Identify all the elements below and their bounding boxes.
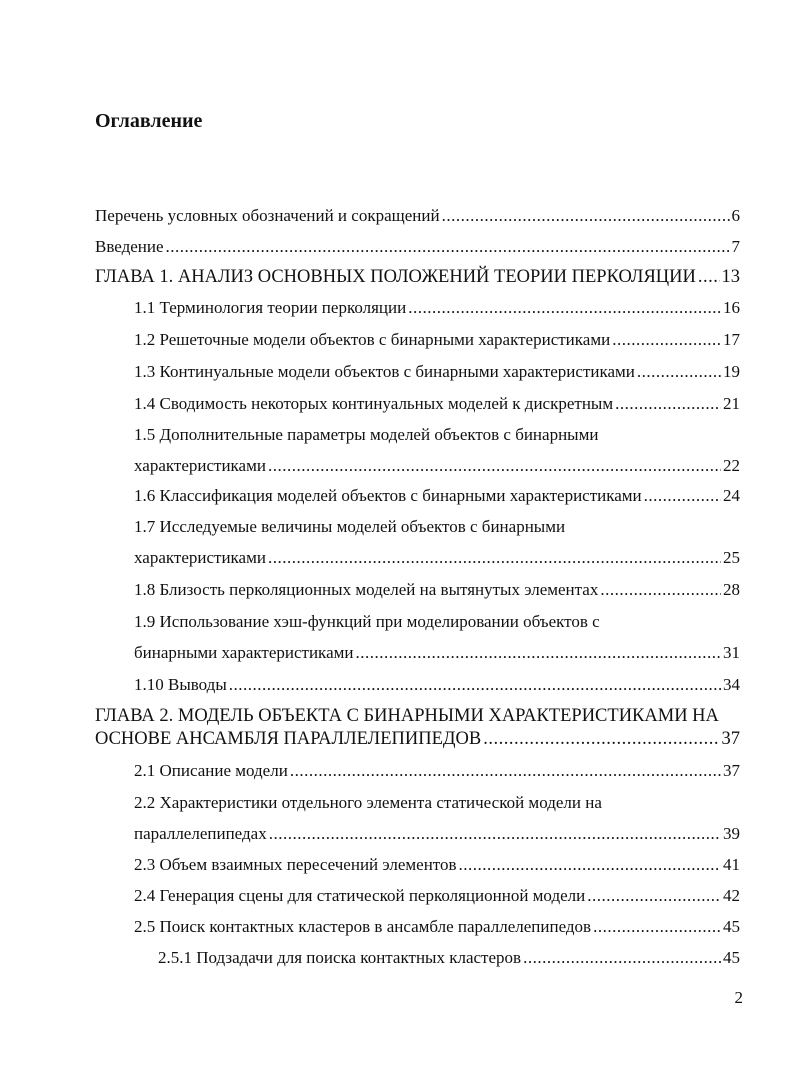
- toc-page-number: 39: [723, 824, 740, 843]
- dot-leader: [268, 456, 721, 476]
- toc-page-number: 13: [721, 267, 740, 287]
- toc-entry-1-3[interactable]: [134, 362, 740, 382]
- toc-entry-title-line-1: 1.9 Использование хэш-функций при моделировании объектов с: [134, 612, 600, 631]
- dot-leader: [408, 298, 721, 318]
- toc-page-number: 34: [723, 675, 740, 694]
- toc-entry-2-2[interactable]: [134, 793, 740, 844]
- dot-leader: [593, 917, 721, 937]
- toc-page-number: 19: [723, 362, 740, 381]
- toc-page-number: 17: [723, 330, 740, 349]
- toc-entry-title-line-1: 1.7 Исследуемые величины моделей объектов с бинарными: [134, 517, 566, 536]
- page-title: Оглавление: [95, 110, 203, 132]
- toc-entry-chapter-1[interactable]: [95, 266, 740, 288]
- toc-entry-1-5[interactable]: [134, 425, 740, 476]
- dot-leader: [615, 394, 721, 414]
- toc-entry-title-line-1: 2.2 Характеристики отдельного элемента статической модели на: [134, 793, 602, 812]
- toc-entry-1-1[interactable]: [134, 298, 740, 318]
- toc-entry-title: 1.3 Континуальные модели объектов с бинарными характеристиками: [134, 362, 635, 381]
- toc-entry-1-8[interactable]: [134, 580, 740, 600]
- toc-page-number: 22: [723, 456, 740, 475]
- toc-entry-title: 2.4 Генерация сцены для статической перколяционной модели: [134, 886, 586, 905]
- toc-entry-title: 1.4 Сводимость некоторых континуальных моделей к дискретным: [134, 394, 614, 413]
- toc-page-number: 21: [723, 394, 740, 413]
- toc-entry-1-2[interactable]: [134, 330, 740, 350]
- dot-leader: [637, 362, 721, 382]
- toc-page-number: 37: [721, 729, 740, 749]
- dot-leader: [612, 330, 721, 350]
- toc-page-number: 6: [731, 206, 740, 225]
- toc-entry-title-line-2: параллелепипедах: [134, 824, 267, 843]
- toc-page-number: 31: [723, 643, 740, 662]
- dot-leader: [442, 206, 730, 226]
- toc-entry-1-6[interactable]: [134, 486, 740, 506]
- dot-leader: [600, 580, 721, 600]
- toc-entry-2-5-1[interactable]: [158, 948, 740, 968]
- toc-page-number: 7: [731, 237, 740, 256]
- toc-entry-title-line-2: ОСНОВЕ АНСАМБЛЯ ПАРАЛЛЕЛЕПИПЕДОВ: [95, 729, 482, 749]
- toc-entry-title: 2.5 Поиск контактных кластеров в ансамбле параллелепипедов: [134, 917, 592, 936]
- toc-entry-2-5[interactable]: [134, 917, 740, 937]
- dot-leader: [587, 886, 721, 906]
- dot-leader: [355, 643, 721, 663]
- toc-entry-title: 2.1 Описание модели: [134, 761, 288, 780]
- toc-entry-title: 2.3 Объем взаимных пересечений элементов: [134, 855, 457, 874]
- dot-leader: [523, 948, 721, 968]
- toc-entry-title-line-1: ГЛАВА 2. МОДЕЛЬ ОБЪЕКТА С БИНАРНЫМИ ХАРАКТЕРИСТИКАМИ НА: [95, 706, 719, 726]
- toc-entry-title: 2.5.1 Подзадачи для поиска контактных кластеров: [158, 948, 522, 967]
- dot-leader: [644, 486, 721, 506]
- toc-entry-1-4[interactable]: [134, 394, 740, 414]
- toc-entry-2-4[interactable]: [134, 886, 740, 906]
- toc-entry-abbreviations[interactable]: [95, 206, 740, 226]
- toc-entry-title-line-1: 1.5 Дополнительные параметры моделей объектов с бинарными: [134, 425, 599, 444]
- dot-leader: [483, 728, 719, 750]
- toc-entry-title: 1.6 Классификация моделей объектов с бинарными характеристиками: [134, 486, 642, 505]
- page-number: 2: [734, 988, 743, 1007]
- toc-entry-2-3[interactable]: [134, 855, 740, 875]
- toc-entry-1-9[interactable]: [134, 612, 740, 663]
- dot-leader: [459, 855, 721, 875]
- toc-entry-title: 1.1 Терминология теории перколяции: [134, 298, 407, 317]
- dot-leader: [268, 548, 721, 568]
- toc-entry-1-7[interactable]: [134, 517, 740, 568]
- toc-page-number: 42: [723, 886, 740, 905]
- toc-entry-introduction[interactable]: [95, 237, 740, 257]
- dot-leader: [166, 237, 730, 257]
- dot-leader: [229, 675, 721, 695]
- toc-entry-2-1[interactable]: [134, 761, 740, 781]
- toc-entry-title-line-2: характеристиками: [134, 456, 266, 475]
- toc-entry-title: 1.8 Близость перколяционных моделей на вытянутых элементах: [134, 580, 599, 599]
- toc-page-number: 45: [723, 948, 740, 967]
- toc-page-number: 41: [723, 855, 740, 874]
- toc-entry-1-10[interactable]: [134, 675, 740, 695]
- dot-leader: [290, 761, 721, 781]
- toc-entry-title-line-2: бинарными характеристиками: [134, 643, 354, 662]
- toc-page-number: 25: [723, 548, 740, 567]
- toc-entry-title: Введение: [95, 237, 164, 256]
- toc-entry-title: 1.2 Решеточные модели объектов с бинарными характеристиками: [134, 330, 611, 349]
- toc-entry-title: ГЛАВА 1. АНАЛИЗ ОСНОВНЫХ ПОЛОЖЕНИЙ ТЕОРИИ ПЕРКОЛЯЦИИ: [95, 267, 696, 287]
- toc-entry-title: Перечень условных обозначений и сокращений: [95, 206, 440, 225]
- toc-entry-title-line-2: характеристиками: [134, 548, 266, 567]
- toc-page-number: 45: [723, 917, 740, 936]
- toc-page-number: 37: [723, 761, 740, 780]
- toc-page-number: 24: [723, 486, 740, 505]
- toc-page-number: 16: [723, 298, 740, 317]
- toc-entry-chapter-2[interactable]: [95, 705, 740, 750]
- toc-entry-title: 1.10 Выводы: [134, 675, 227, 694]
- dot-leader: [698, 266, 720, 288]
- dot-leader: [269, 824, 721, 844]
- toc-page-number: 28: [723, 580, 740, 599]
